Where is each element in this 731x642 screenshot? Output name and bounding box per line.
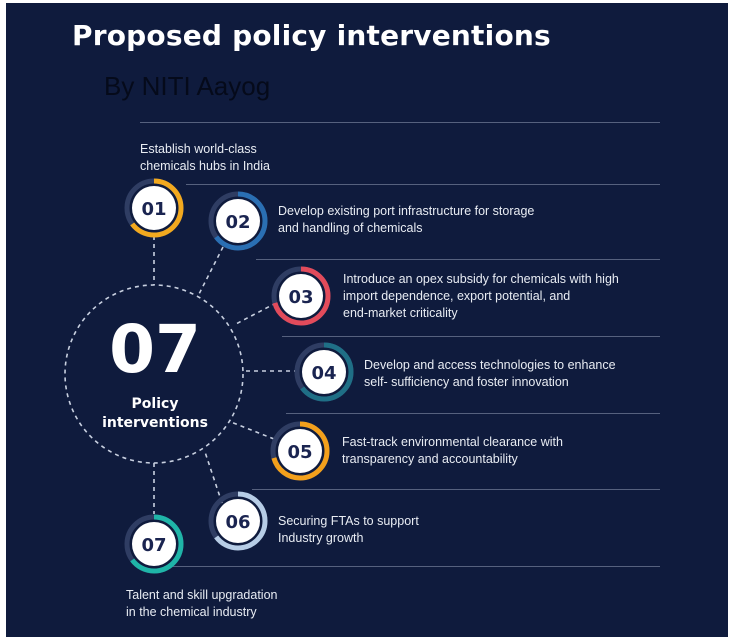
badge-06 — [211, 494, 265, 548]
hub-number: 07 — [109, 311, 201, 388]
infographic-panel — [6, 3, 728, 637]
connector-03 — [234, 303, 276, 325]
badge-05 — [273, 424, 327, 478]
connector-06 — [205, 452, 222, 503]
badge-06-number: 06 — [225, 512, 251, 533]
connector-02 — [198, 247, 223, 296]
intervention-02-text: Develop existing port infrastructure for storage and handling of chemicals — [278, 204, 535, 235]
hub-label: Policy interventions — [102, 396, 208, 431]
badge-04 — [297, 345, 351, 399]
badge-02 — [211, 194, 265, 248]
badge-01-number: 01 — [141, 199, 167, 220]
badge-02-number: 02 — [225, 212, 251, 233]
intervention-01-text: Establish world-class chemicals hubs in India — [140, 142, 270, 173]
badge-03-number: 03 — [288, 287, 314, 308]
badge-05-number: 05 — [287, 442, 313, 463]
intervention-07-text: Talent and skill upgradation in the chemical industry — [126, 588, 278, 619]
page-title: Proposed policy interventions — [72, 19, 551, 52]
badge-07-number: 07 — [141, 535, 167, 556]
page-subtitle: By NITI Aayog — [104, 71, 271, 101]
intervention-05-text: Fast-track environmental clearance with transparency and accountability — [342, 435, 563, 466]
intervention-03-text: Introduce an opex subsidy for chemicals with high import dependence, export potential, and end-market criticality — [343, 272, 619, 320]
intervention-04-text: Develop and access technologies to enhance self- sufficiency and foster innovation — [364, 358, 616, 389]
intervention-06-text: Securing FTAs to support Industry growth — [278, 514, 419, 545]
badge-04-number: 04 — [311, 363, 337, 384]
badge-07 — [127, 517, 181, 571]
badge-01 — [127, 181, 181, 235]
badge-03 — [274, 269, 328, 323]
